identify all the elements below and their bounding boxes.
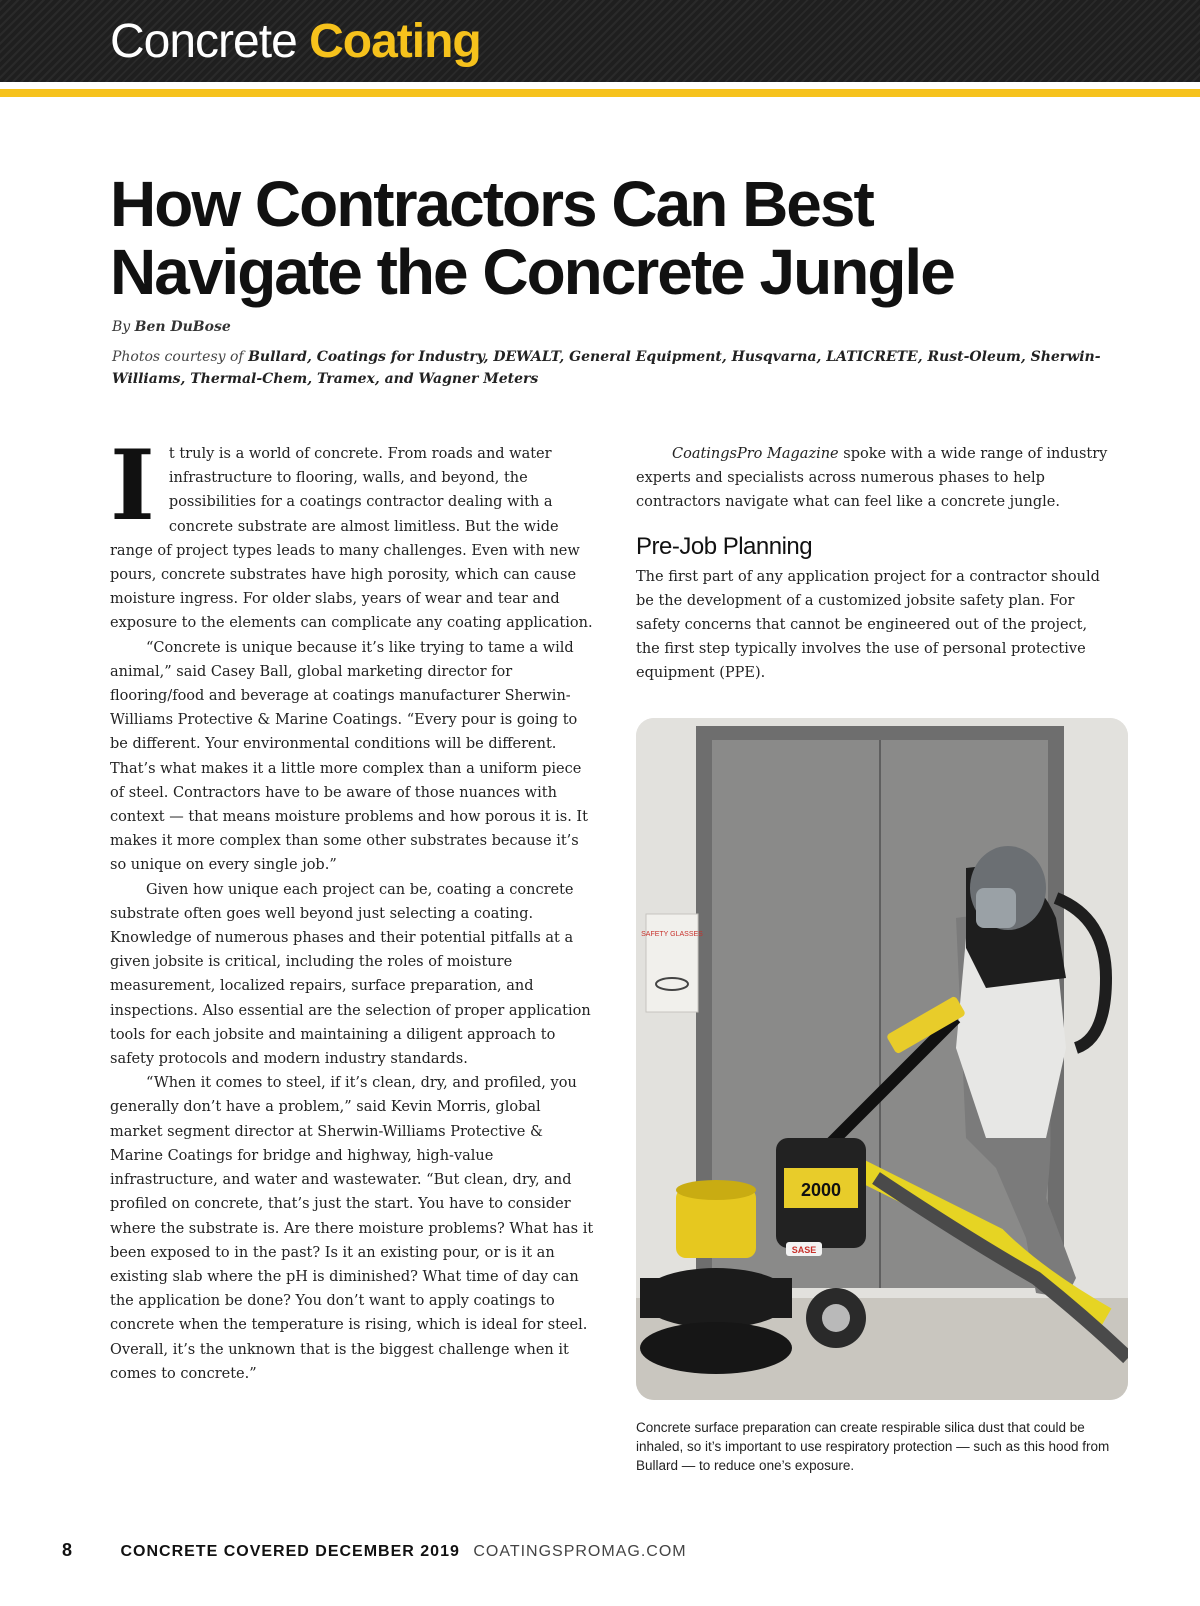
wheel-hub (822, 1304, 850, 1332)
body-paragraph-2: “Concrete is unique because it’s like trying to tame a wild animal,” said Casey Ball, global marketing director for flooring/food and beverage at coatings manufacturer Sherwin-Williams Protective & Marine Coatings. “Every pour is going to be different. Your environmental conditions will be different. That’s what makes it a little more complex than a uniform piece of steel. Contractors have to be aware of those nuances with context — that means moisture problems and how porous it is. It makes it more complex than some other substrates because it’s so unique on every single job.” (110, 639, 588, 874)
photo-credits (112, 346, 1102, 390)
photo-illustration (636, 718, 1128, 1400)
motor-top (676, 1180, 756, 1200)
byline (112, 319, 231, 335)
section-heading: Pre-Job Planning (636, 532, 813, 560)
deck-skirt (640, 1278, 792, 1318)
deck-base (640, 1322, 792, 1374)
section-title-word2: Coating (309, 15, 481, 68)
left-column (110, 429, 594, 1386)
website-link[interactable]: COATINGSPROMAG.COM (473, 1543, 687, 1560)
safety-glasses-box (646, 914, 698, 1012)
safety-sign-text: SAFETY GLASSES (641, 931, 703, 938)
intro-paragraph-text: spoke with a wide range of industry experts and specialists across numerous phases to help contractors navigate what can feel like a concrete jungle. (636, 446, 1108, 511)
body-paragraph-1 (110, 429, 594, 636)
photo-credits-list: Bullard, Coatings for Industry, DEWALT, General Equipment, Husqvarna, LATICRETE, Rust-Oleum, Sherwin-Williams, Thermal-Chem, Tramex, and Wagner Meters (112, 349, 1101, 387)
author-name: Ben DuBose (134, 319, 231, 335)
banner-accent-rule (0, 89, 1200, 97)
page-number: 8 (62, 1540, 74, 1560)
magazine-name: CoatingsPro Magazine (672, 446, 839, 462)
section-title-word1: Concrete (110, 15, 297, 68)
intro-paragraph (636, 442, 1112, 515)
page-footer (62, 1540, 687, 1561)
article-photo (636, 718, 1128, 1400)
right-column (636, 442, 1112, 686)
photo-credits-prefix: Photos courtesy of (112, 349, 244, 365)
body-paragraph-4: “When it comes to steel, if it’s clean, dry, and profiled, you generally don’t have a problem,” said Kevin Morris, global market segment director at Sherwin-Williams Protective & Marine Coatings for bridge and highway, high-value infrastructure, and water and wastewater. “But clean, dry, and profiled on concrete, that’s just the start. You have to consider where the substrate is. Are there moisture problems? What has it been exposed to in the past? Is it an existing pour, or is it an existing slab where the pH is diminished? What time of day can the application be done? You don’t want to apply coatings to concrete when the temperature is rising, which is ideal for steel. Overall, it’s the unknown that is the biggest challenge when it comes to concrete.” (110, 1075, 594, 1382)
article-headline: How Contractors Can Best Navigate the Concrete Jungle (110, 168, 954, 308)
section-title (110, 14, 481, 70)
body-paragraph-3: Given how unique each project can be, coating a concrete substrate often goes well beyond just selecting a coating. Knowledge of numerous phases and their potential pitfalls at a given jobsite is critical, including the roles of moisture measurement, localized repairs, surface preparation, and inspections. Also essential are the selection of proper application tools for each jobsite and maintaining a diligent approach to safety protocols and modern industry standards. (110, 881, 591, 1068)
section-paragraph: The first part of any application project for a contractor should be the development of a customized jobsite safety plan. For safety concerns that cannot be engineered out of the project, the first step typically involves the use of personal protective equipment (PPE). (636, 568, 1100, 682)
machine-label: 2000 (800, 1180, 842, 1200)
section-banner (0, 0, 1200, 82)
publication-info: CONCRETE COVERED DECEMBER 2019 (120, 1543, 460, 1560)
byline-prefix: By (112, 319, 131, 335)
brand-badge-text: SASE (791, 1245, 817, 1255)
drop-cap: I (110, 429, 155, 542)
photo-caption: Concrete surface preparation can create respirable silica dust that could be inhaled, so it’s important to use respiratory protection — such as this hood from Bullard — to reduce one’s exposure. (636, 1420, 1110, 1473)
body-paragraph-1-text: t truly is a world of concrete. From roads and water infrastructure to flooring, walls, and beyond, the possibilities for a coatings contractor dealing with a concrete substrate are almost limitless. But the wide range of project types leads to many challenges. Even with new pours, concrete substrates have high porosity, which can cause moisture ingress. For older slabs, years of wear and tear and exposure to the elements can complicate any coating application. (110, 446, 593, 632)
hood-visor (976, 888, 1016, 928)
